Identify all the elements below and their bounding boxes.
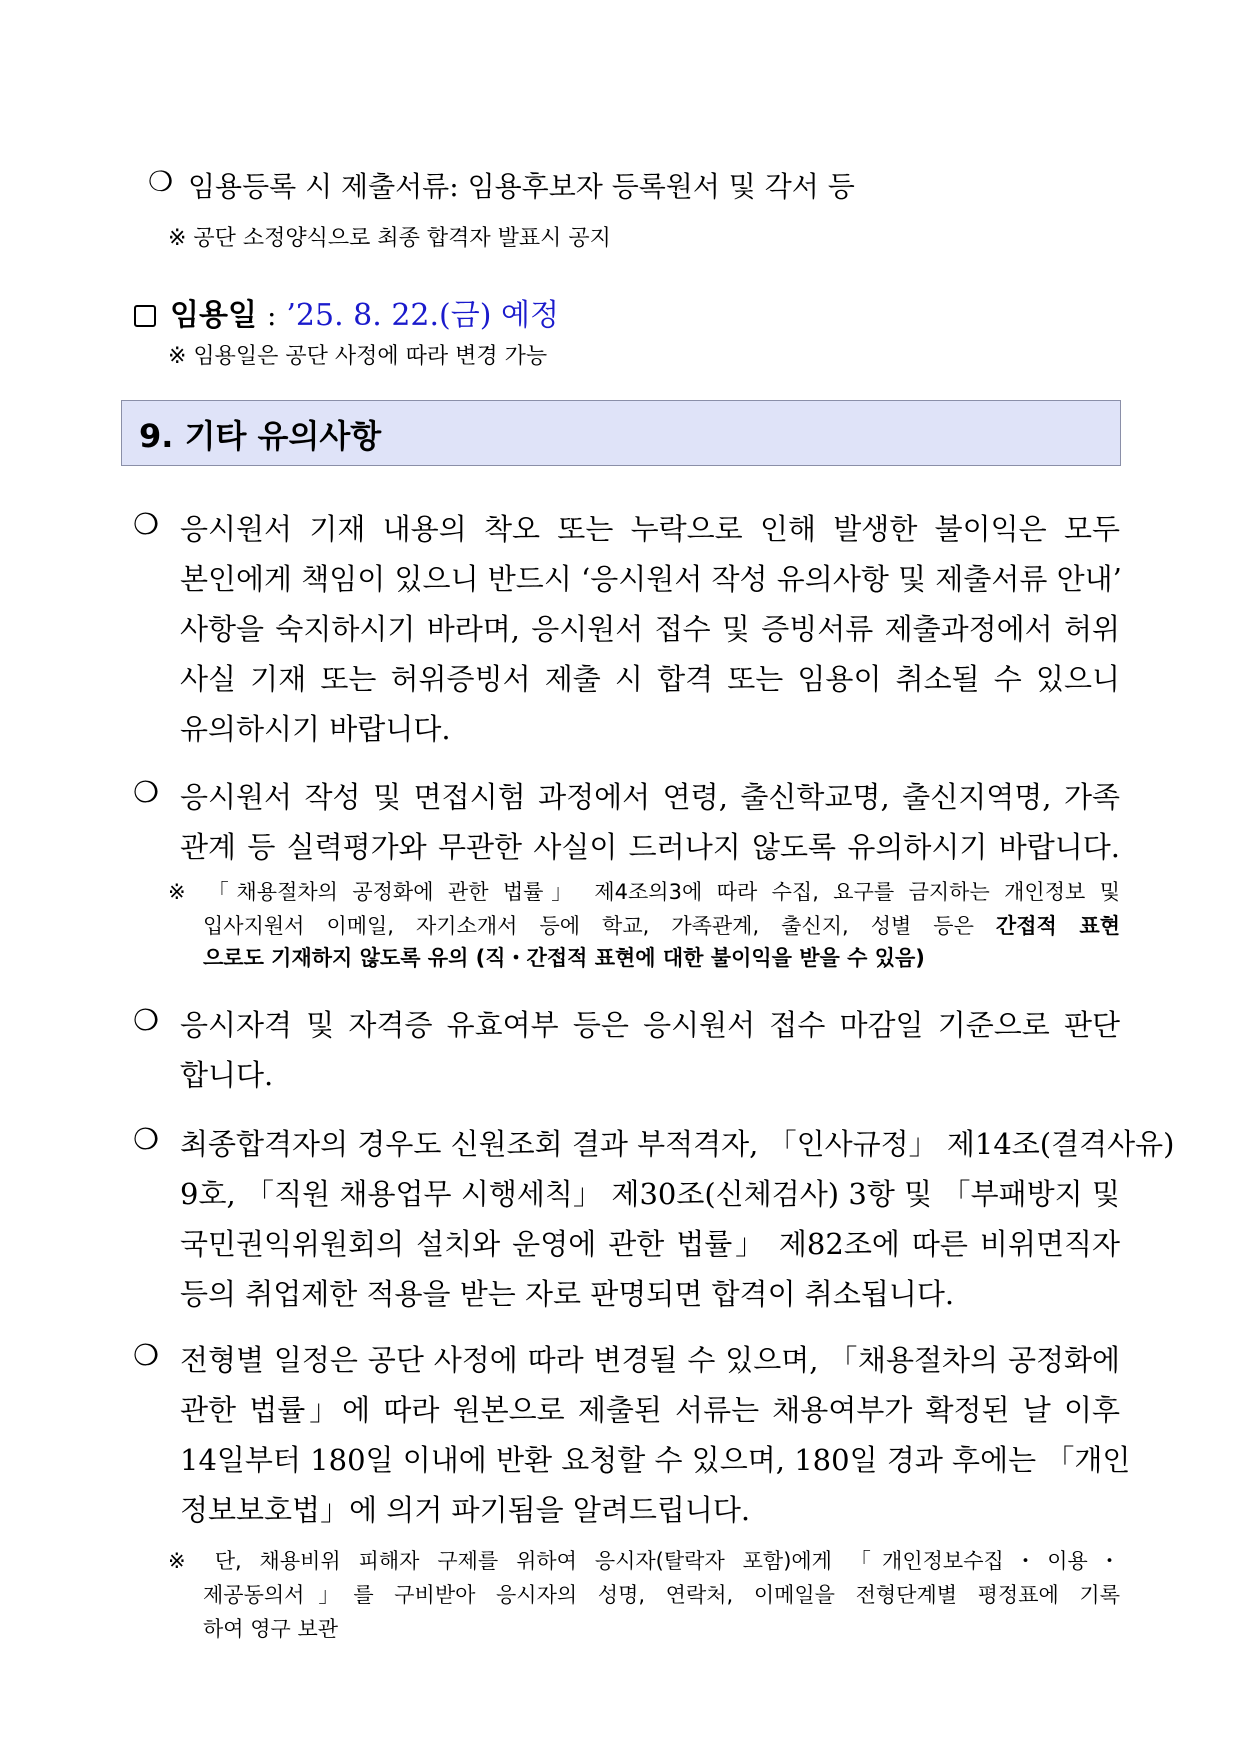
item-4-line-3: 국민권익위원회의 설치와 운영에 관한 법률」 제82조에 따른 비위면직자 [180,1227,1120,1261]
item-2-note-line-2 [203,910,1120,940]
item-2-note-text-1: ※ 「채용절차의 공정화에 관한 법률」 제4조의3에 따라 수집, 요구를 금지하는 개인정보 및 [168,880,1120,904]
item-2-note-line-1 [168,876,1120,906]
appointment-date: ’25. 8. 22.(금) 예정 [286,298,559,333]
item-4-line-1: 최종합격자의 경우도 신원조회 결과 부적격자, 「인사규정」 제14조(결격사유) [180,1127,1175,1161]
item-5-line-2: 관한 법률」에 따라 원본으로 제출된 서류는 채용여부가 확정된 날 이후 [180,1393,1120,1427]
item-4-line-4: 등의 취업제한 적용을 받는 자로 판명되면 합격이 취소됩니다. [180,1277,955,1311]
item-marker: ❍ [133,775,159,809]
item-1-line-2: 본인에게 책임이 있으니 반드시 ‘응시원서 작성 유의사항 및 제출서류 안내’ [180,562,1122,596]
item-marker: ❍ [133,507,159,541]
item-4-line-2: 9호, 「직원 채용업무 시행세칙」 제30조(신체검사) 3항 및 「부패방지 및 [180,1177,1120,1211]
item-1-line-4: 사실 기재 또는 허위증빙서 제출 시 합격 또는 임용이 취소될 수 있으니 [180,662,1120,696]
item-5-note-line-3: 하여 영구 보관 [203,1617,339,1641]
item-2-note-bold: 간접적 표현 [995,914,1120,938]
item-2-line-2: 관계 등 실력평가와 무관한 사실이 드러나지 않도록 유의하시기 바랍니다. [180,830,1120,864]
item-5-line-3: 14일부터 180일 이내에 반환 요청할 수 있으며, 180일 경과 후에는 「개인 [180,1443,1131,1477]
item-1-line-3: 사항을 숙지하시기 바라며, 응시원서 접수 및 증빙서류 제출과정에서 허위 [180,612,1120,646]
item-2-line-1: 응시원서 작성 및 면접시험 과정에서 연령, 출신학교명, 출신지역명, 가족 [180,780,1120,814]
item-1-line-1: 응시원서 기재 내용의 착오 또는 누락으로 인해 발생한 불이익은 모두 [180,512,1120,546]
item-marker: ❍ [133,1338,159,1372]
item-5-line-1: 전형별 일정은 공단 사정에 따라 변경될 수 있으며, 「채용절차의 공정화에 [180,1343,1120,1377]
item-marker: ❍ [133,1003,159,1037]
item-3-line-1: 응시자격 및 자격증 유효여부 등은 응시원서 접수 마감일 기준으로 판단 [180,1008,1120,1042]
bullet-marker: ❍ [148,165,174,198]
item-marker: ❍ [133,1122,159,1156]
item-5-line-4: 정보보호법」에 의거 파기됨을 알려드립니다. [180,1493,751,1527]
item-5-note-line-2: 제공동의서」를 구비받아 응시자의 성명, 연락처, 이메일을 전형단계별 평정표에 기록 [203,1583,1120,1607]
appointment-row [134,290,559,334]
item-3-line-2: 합니다. [180,1058,274,1092]
submission-docs-note: ※ 공단 소정양식으로 최종 합격자 발표시 공지 [168,226,611,251]
item-2-note-line-3: 으로도 기재하지 않도록 유의 (직・간접적 표현에 대한 불이익을 받을 수 있음) [203,946,925,970]
appointment-label: 임용일 [170,298,257,333]
appointment-note: ※ 임용일은 공단 사정에 따라 변경 가능 [168,344,548,369]
appointment-colon: : [266,299,277,332]
checkbox-square-icon [134,305,156,327]
item-2-note-normal: 입사지원서 이메일, 자기소개서 등에 학교, 가족관계, 출신지, 성별 등은 [203,914,974,938]
item-5-note-line-1: ※ 단, 채용비위 피해자 구제를 위하여 응시자(탈락자 포함)에게 「개인정보수집・이용・ [168,1549,1120,1573]
section-title: 9. 기타 유의사항 [139,417,382,455]
item-1-line-5: 유의하시기 바랍니다. [180,712,451,746]
submission-docs-text: 임용등록 시 제출서류: 임용후보자 등록원서 및 각서 등 [188,170,855,203]
